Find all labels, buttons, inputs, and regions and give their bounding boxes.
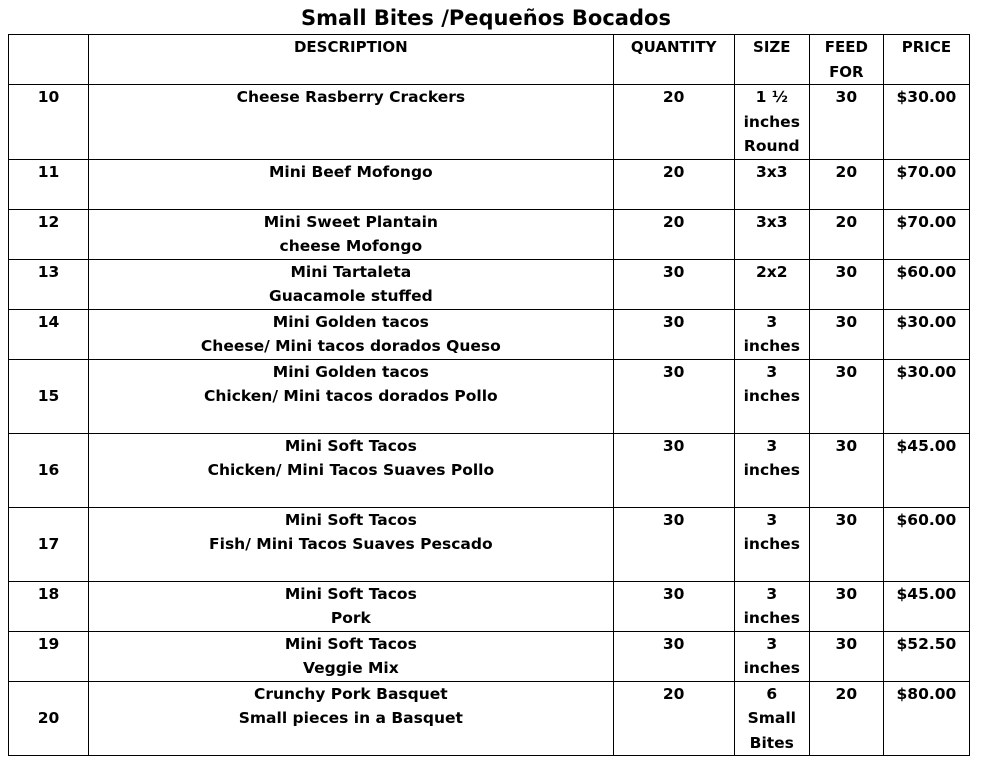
table-row — [9, 209, 970, 259]
item-size-line2: inches — [743, 387, 800, 405]
item-size-line1: 3 — [766, 584, 778, 603]
item-size — [734, 681, 809, 756]
item-quantity: 30 — [613, 433, 734, 507]
item-size-line2: inches — [743, 112, 800, 131]
item-size — [734, 631, 809, 681]
item-feed-for: 30 — [809, 433, 883, 507]
item-size — [734, 507, 809, 581]
item-quantity: 20 — [613, 209, 734, 259]
item-description — [89, 209, 614, 259]
table-row — [9, 259, 970, 309]
item-description-line2: Chicken/ Mini Tacos Suaves Pollo — [207, 461, 495, 479]
item-description-line2: Chicken/ Mini tacos dorados Pollo — [203, 387, 498, 405]
item-price: $30.00 — [883, 359, 969, 433]
item-size — [734, 433, 809, 507]
table-row — [9, 507, 970, 581]
item-size-line3: Bites — [749, 733, 794, 752]
item-size — [734, 159, 809, 209]
menu-table — [8, 34, 970, 756]
table-row — [9, 681, 970, 756]
item-description — [89, 631, 614, 681]
item-description — [89, 309, 614, 359]
item-price: $60.00 — [883, 259, 969, 309]
item-feed-for: 30 — [809, 309, 883, 359]
item-description-line1: Mini Soft Tacos — [284, 436, 417, 455]
table-row — [9, 359, 970, 433]
item-description — [89, 85, 614, 160]
item-size — [734, 581, 809, 631]
item-feed-for: 30 — [809, 85, 883, 160]
item-quantity: 30 — [613, 309, 734, 359]
item-size — [734, 309, 809, 359]
item-feed-for: 30 — [809, 259, 883, 309]
item-description-line1: Crunchy Pork Basquet — [253, 684, 448, 703]
table-row — [9, 309, 970, 359]
item-size-line2: inches — [743, 609, 800, 627]
item-feed-for: 30 — [809, 359, 883, 433]
item-description — [89, 581, 614, 631]
item-description-line1: Mini Beef Mofongo — [268, 162, 433, 181]
item-feed-for: 20 — [809, 681, 883, 756]
item-description — [89, 433, 614, 507]
item-number: 15 — [9, 359, 89, 433]
item-size-line1: 3 — [766, 436, 778, 455]
header-feed-for — [809, 35, 883, 85]
item-price: $70.00 — [883, 159, 969, 209]
item-description-line1: Mini Golden tacos — [272, 362, 429, 381]
item-size-line1: 3 — [766, 510, 778, 529]
item-description — [89, 359, 614, 433]
table-row — [9, 433, 970, 507]
item-description — [89, 259, 614, 309]
item-size — [734, 85, 809, 160]
item-description-line2: Guacamole stuffed — [268, 287, 433, 305]
item-size-line2: inches — [743, 337, 800, 355]
item-size-line3: Round — [743, 137, 800, 155]
item-feed-for: 20 — [809, 209, 883, 259]
item-price: $30.00 — [883, 309, 969, 359]
item-size-line2: inches — [743, 659, 800, 677]
item-price: $30.00 — [883, 85, 969, 160]
item-size-line1: 3 — [766, 634, 778, 653]
item-price: $60.00 — [883, 507, 969, 581]
item-description-line1: Mini Golden tacos — [272, 312, 429, 331]
item-size — [734, 209, 809, 259]
item-number: 12 — [9, 209, 89, 259]
item-description-line2: Veggie Mix — [302, 659, 399, 677]
item-size-line1: 1 ½ — [755, 88, 788, 106]
table-row — [9, 85, 970, 160]
item-description-line1: Mini Sweet Plantain — [263, 212, 438, 231]
item-size — [734, 259, 809, 309]
item-description — [89, 681, 614, 756]
item-number: 16 — [9, 433, 89, 507]
item-quantity: 20 — [613, 159, 734, 209]
item-size — [734, 359, 809, 433]
header-number — [9, 35, 89, 85]
item-price: $52.50 — [883, 631, 969, 681]
item-quantity: 30 — [613, 581, 734, 631]
item-feed-for: 30 — [809, 631, 883, 681]
item-description-line2: Cheese/ Mini tacos dorados Queso — [200, 337, 501, 355]
item-description-line2: Small pieces in a Basquet — [238, 709, 463, 727]
item-size-line1: 2x2 — [755, 262, 788, 281]
item-description-line1: Cheese Rasberry Crackers — [236, 88, 466, 106]
item-number: 19 — [9, 631, 89, 681]
item-number: 20 — [9, 681, 89, 756]
item-quantity: 20 — [613, 85, 734, 160]
item-number: 17 — [9, 507, 89, 581]
item-number: 11 — [9, 159, 89, 209]
item-price: $70.00 — [883, 209, 969, 259]
item-size-line2: inches — [743, 461, 800, 479]
header-row — [9, 35, 970, 85]
item-feed-for: 20 — [809, 159, 883, 209]
item-description — [89, 159, 614, 209]
item-description-line1: Mini Soft Tacos — [284, 584, 417, 603]
header-description: DESCRIPTION — [89, 35, 614, 85]
item-number: 13 — [9, 259, 89, 309]
item-description-line2: cheese Mofongo — [279, 237, 423, 255]
item-size-line1: 6 — [766, 684, 778, 703]
item-description-line1: Mini Tartaleta — [290, 262, 412, 281]
item-size-line1: 3 — [766, 312, 778, 331]
item-number: 18 — [9, 581, 89, 631]
item-description — [89, 507, 614, 581]
header-feed-line1: FEED — [824, 38, 868, 56]
item-feed-for: 30 — [809, 507, 883, 581]
item-quantity: 20 — [613, 681, 734, 756]
item-size-line1: 3x3 — [755, 162, 788, 181]
item-price: $45.00 — [883, 433, 969, 507]
table-row — [9, 159, 970, 209]
item-quantity: 30 — [613, 259, 734, 309]
item-quantity: 30 — [613, 631, 734, 681]
item-feed-for: 30 — [809, 581, 883, 631]
item-size-line1: 3 — [766, 362, 778, 381]
page-title: Small Bites /Pequeños Bocados — [301, 6, 671, 30]
header-size: SIZE — [734, 35, 809, 85]
item-number: 14 — [9, 309, 89, 359]
item-number: 10 — [9, 85, 89, 160]
item-description-line1: Mini Soft Tacos — [284, 634, 417, 653]
header-quantity: QUANTITY — [613, 35, 734, 85]
item-price: $45.00 — [883, 581, 969, 631]
header-feed-line2: FOR — [829, 62, 864, 81]
item-quantity: 30 — [613, 507, 734, 581]
item-price: $80.00 — [883, 681, 969, 756]
item-description-line1: Mini Soft Tacos — [284, 510, 417, 529]
item-size-line1: 3x3 — [755, 212, 788, 231]
header-price: PRICE — [883, 35, 969, 85]
item-size-line2: Small — [747, 709, 796, 727]
item-size-line2: inches — [743, 535, 800, 553]
item-quantity: 30 — [613, 359, 734, 433]
item-description-line2: Fish/ Mini Tacos Suaves Pescado — [209, 535, 493, 553]
item-description-line2: Pork — [330, 609, 371, 627]
table-row — [9, 581, 970, 631]
table-row — [9, 631, 970, 681]
